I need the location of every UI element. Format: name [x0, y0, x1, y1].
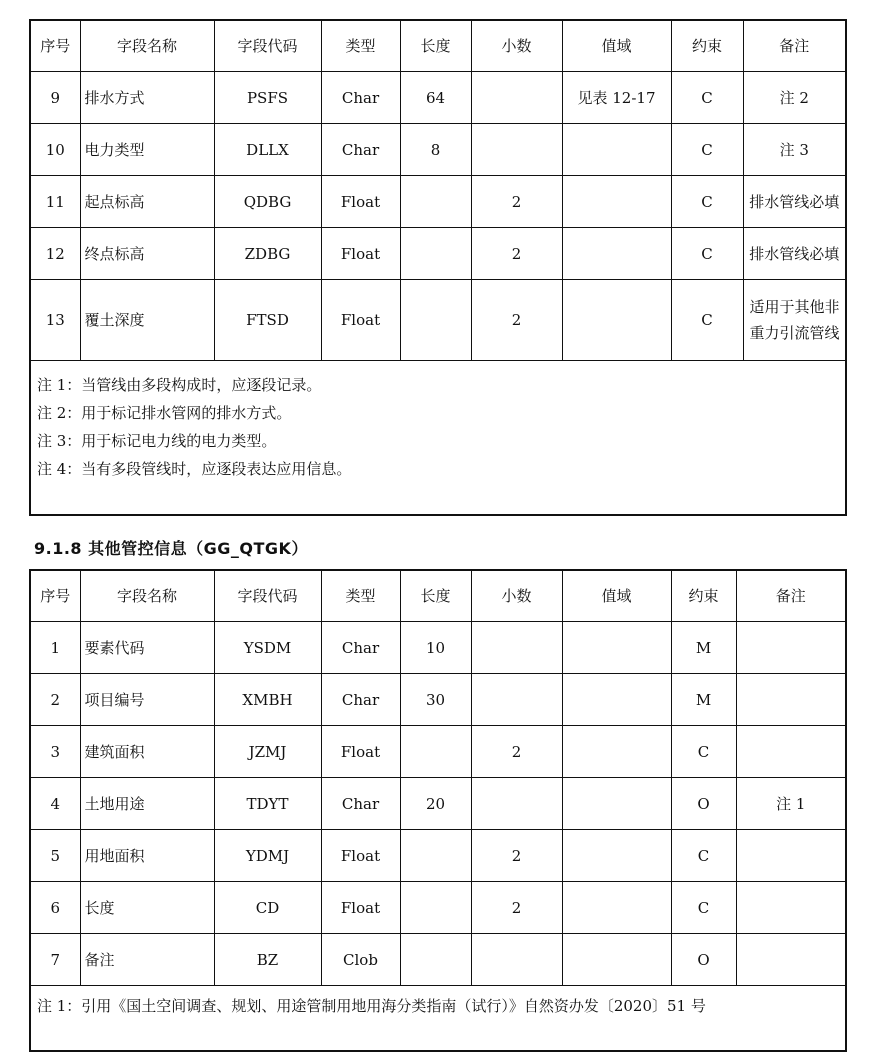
- cell-name: 终点标高: [80, 228, 214, 280]
- table-row: [30, 778, 846, 830]
- cell-no: 6: [30, 882, 80, 934]
- cell-remark: 注 1: [736, 778, 846, 830]
- cell-domain: [562, 280, 671, 361]
- cell-constraint: M: [671, 674, 736, 726]
- table-notes-row: [30, 986, 846, 1052]
- cell-code: FTSD: [214, 280, 321, 361]
- cell-name: 起点标高: [80, 176, 214, 228]
- cell-length: [400, 176, 471, 228]
- table-row: [30, 830, 846, 882]
- cell-constraint: C: [671, 72, 743, 124]
- cell-name: 建筑面积: [80, 726, 214, 778]
- cell-domain: [562, 228, 671, 280]
- cell-code: QDBG: [214, 176, 321, 228]
- cell-name: 电力类型: [80, 124, 214, 176]
- cell-length: [400, 882, 471, 934]
- cell-type: Char: [321, 674, 400, 726]
- cell-remark: [736, 674, 846, 726]
- remark-line: 重力引流管线: [749, 324, 840, 342]
- cell-remark: 注 2: [743, 72, 846, 124]
- cell-constraint: O: [671, 934, 736, 986]
- cell-code: JZMJ: [214, 726, 321, 778]
- field-table-other-control-info: [29, 569, 847, 1052]
- cell-remark: [736, 882, 846, 934]
- cell-constraint: M: [671, 622, 736, 674]
- cell-type: Float: [321, 830, 400, 882]
- table-row: [30, 934, 846, 986]
- table-row: [30, 124, 846, 176]
- cell-name: 土地用途: [80, 778, 214, 830]
- table-row: [30, 228, 846, 280]
- cell-name: 要素代码: [80, 622, 214, 674]
- cell-remark: [743, 280, 846, 361]
- cell-no: 12: [30, 228, 80, 280]
- cell-decimal: [471, 124, 562, 176]
- table-row: [30, 726, 846, 778]
- header-cell: 字段名称: [80, 570, 214, 622]
- cell-domain: [562, 176, 671, 228]
- table-row: [30, 674, 846, 726]
- cell-no: 2: [30, 674, 80, 726]
- header-cell: 值域: [562, 20, 671, 72]
- header-cell: 序号: [30, 20, 80, 72]
- cell-decimal: [471, 674, 562, 726]
- cell-decimal: 2: [471, 726, 562, 778]
- cell-name: 覆土深度: [80, 280, 214, 361]
- cell-type: Float: [321, 280, 400, 361]
- cell-code: XMBH: [214, 674, 321, 726]
- cell-remark: [736, 830, 846, 882]
- header-cell: 字段名称: [80, 20, 214, 72]
- cell-code: TDYT: [214, 778, 321, 830]
- cell-length: [400, 228, 471, 280]
- cell-remark: 注 3: [743, 124, 846, 176]
- cell-decimal: 2: [471, 176, 562, 228]
- cell-domain: [562, 882, 671, 934]
- cell-code: ZDBG: [214, 228, 321, 280]
- cell-name: 项目编号: [80, 674, 214, 726]
- cell-decimal: [471, 934, 562, 986]
- cell-domain: 见表 12-17: [562, 72, 671, 124]
- note-line: 注 2：用于标记排水管网的排水方式。: [37, 404, 292, 422]
- cell-name: 备注: [80, 934, 214, 986]
- remark-line: 适用于其他非: [749, 298, 840, 316]
- table-notes: [30, 361, 846, 516]
- header-cell: 字段代码: [214, 570, 321, 622]
- cell-code: CD: [214, 882, 321, 934]
- cell-no: 7: [30, 934, 80, 986]
- cell-name: 用地面积: [80, 830, 214, 882]
- cell-decimal: [471, 72, 562, 124]
- header-cell: 小数: [471, 570, 562, 622]
- cell-length: 30: [400, 674, 471, 726]
- cell-no: 11: [30, 176, 80, 228]
- header-cell: 约束: [671, 20, 743, 72]
- note-line: 注 3：用于标记电力线的电力类型。: [37, 432, 277, 450]
- header-cell: 小数: [471, 20, 562, 72]
- cell-constraint: C: [671, 124, 743, 176]
- cell-remark: 排水管线必填: [743, 228, 846, 280]
- table-row: [30, 72, 846, 124]
- cell-type: Float: [321, 228, 400, 280]
- cell-decimal: 2: [471, 882, 562, 934]
- cell-type: Float: [321, 176, 400, 228]
- cell-constraint: C: [671, 726, 736, 778]
- cell-constraint: O: [671, 778, 736, 830]
- cell-domain: [562, 622, 671, 674]
- cell-code: YDMJ: [214, 830, 321, 882]
- cell-code: YSDM: [214, 622, 321, 674]
- section-title: 9.1.8 其他管控信息（GG_QTGK）: [34, 539, 308, 558]
- cell-remark: [736, 726, 846, 778]
- cell-no: 1: [30, 622, 80, 674]
- cell-code: DLLX: [214, 124, 321, 176]
- cell-no: 10: [30, 124, 80, 176]
- cell-decimal: 2: [471, 228, 562, 280]
- cell-type: Float: [321, 882, 400, 934]
- cell-remark: [736, 622, 846, 674]
- table-row: [30, 882, 846, 934]
- cell-domain: [562, 830, 671, 882]
- cell-code: PSFS: [214, 72, 321, 124]
- cell-no: 13: [30, 280, 80, 361]
- table-notes: [30, 986, 846, 1052]
- cell-type: Char: [321, 124, 400, 176]
- cell-constraint: C: [671, 228, 743, 280]
- cell-code: BZ: [214, 934, 321, 986]
- cell-type: Clob: [321, 934, 400, 986]
- cell-no: 3: [30, 726, 80, 778]
- cell-length: [400, 280, 471, 361]
- cell-decimal: [471, 778, 562, 830]
- header-cell: 字段代码: [214, 20, 321, 72]
- header-cell: 长度: [400, 570, 471, 622]
- table-notes-row: [30, 361, 846, 516]
- cell-decimal: 2: [471, 280, 562, 361]
- cell-remark: 排水管线必填: [743, 176, 846, 228]
- cell-length: [400, 830, 471, 882]
- cell-no: 5: [30, 830, 80, 882]
- cell-length: 8: [400, 124, 471, 176]
- cell-constraint: C: [671, 280, 743, 361]
- cell-remark: [736, 934, 846, 986]
- cell-length: [400, 934, 471, 986]
- cell-length: 20: [400, 778, 471, 830]
- cell-constraint: C: [671, 830, 736, 882]
- cell-length: 10: [400, 622, 471, 674]
- cell-domain: [562, 778, 671, 830]
- cell-domain: [562, 934, 671, 986]
- header-cell: 备注: [736, 570, 846, 622]
- cell-type: Char: [321, 778, 400, 830]
- cell-constraint: C: [671, 882, 736, 934]
- cell-no: 4: [30, 778, 80, 830]
- cell-type: Char: [321, 72, 400, 124]
- cell-constraint: C: [671, 176, 743, 228]
- cell-name: 排水方式: [80, 72, 214, 124]
- note-line: 注 4：当有多段管线时，应逐段表达应用信息。: [37, 460, 352, 478]
- table-row: [30, 176, 846, 228]
- table-row: [30, 622, 846, 674]
- cell-decimal: [471, 622, 562, 674]
- header-cell: 值域: [562, 570, 671, 622]
- header-cell: 长度: [400, 20, 471, 72]
- note-line: 注 1：当管线由多段构成时，应逐段记录。: [37, 376, 322, 394]
- field-table-continued: [29, 19, 847, 516]
- cell-type: Char: [321, 622, 400, 674]
- table-header-row: [30, 20, 846, 72]
- table-row: [30, 280, 846, 361]
- cell-type: Float: [321, 726, 400, 778]
- cell-domain: [562, 726, 671, 778]
- cell-name: 长度: [80, 882, 214, 934]
- header-cell: 备注: [743, 20, 846, 72]
- cell-no: 9: [30, 72, 80, 124]
- header-cell: 类型: [321, 570, 400, 622]
- cell-decimal: 2: [471, 830, 562, 882]
- cell-length: 64: [400, 72, 471, 124]
- table-header-row: [30, 570, 846, 622]
- header-cell: 约束: [671, 570, 736, 622]
- cell-length: [400, 726, 471, 778]
- cell-domain: [562, 124, 671, 176]
- header-cell: 类型: [321, 20, 400, 72]
- note-line: 注 1：引用《国土空间调查、规划、用途管制用地用海分类指南（试行）》自然资办发〔2020〕51 号: [37, 997, 706, 1015]
- header-cell: 序号: [30, 570, 80, 622]
- cell-domain: [562, 674, 671, 726]
